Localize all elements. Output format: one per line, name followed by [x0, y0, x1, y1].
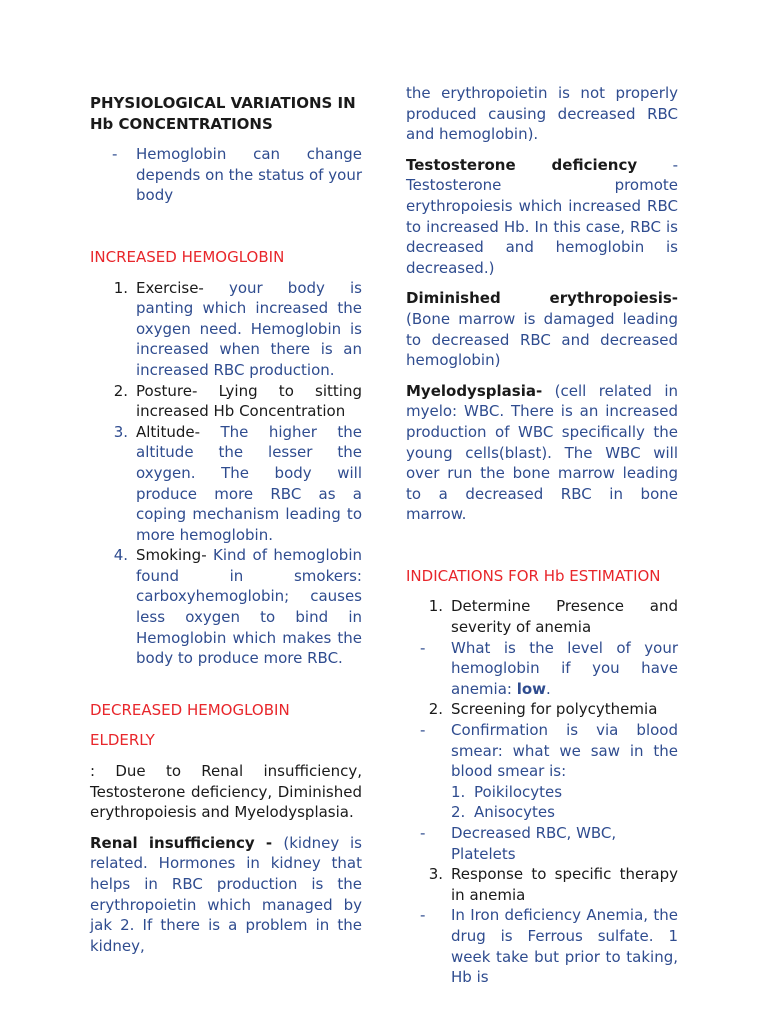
list-number: 1. [451, 782, 466, 801]
intro-text: Hemoglobin can change depends on the status of your body [136, 145, 362, 205]
diminished-erythropoiesis-paragraph [406, 288, 678, 370]
decrease-causes: : Due to Renal insufficiency, Testosterone deficiency, Diminished erythropoiesis and Myelodysplasia. [90, 762, 362, 822]
list-number: 3. [428, 865, 443, 884]
nested-list-item [406, 782, 678, 803]
punctuation: . [546, 679, 551, 698]
nested-list-item [406, 802, 678, 823]
subitem-text: In Iron deficiency Anemia, the drug is Ferrous sulfate. 1 week take but prior to taking, Hb is [451, 906, 678, 987]
list-text: Poikilocytes [474, 782, 563, 801]
list-item [406, 864, 678, 905]
myelodysplasia-paragraph [406, 381, 678, 525]
emphasis: low [516, 679, 547, 698]
description: Kind of hemoglobin found in smokers: carboxyhemoglobin; causes less oxygen to bind in Hemoglobin which makes the body to produce more RBC. [136, 546, 362, 668]
list-item [406, 596, 678, 637]
list-item [406, 699, 678, 720]
list-number: 1. [113, 278, 128, 297]
list-item [90, 422, 362, 546]
description: (kidney is related. Hormones in kidney that helps in RBC production is the erythropoietin which managed by jak 2. If there is a problem in the kidney, [90, 833, 362, 955]
list-text: Anisocytes [474, 803, 555, 822]
list-number: 1. [428, 597, 443, 616]
list-subitem [406, 905, 678, 987]
term: Smoking- [136, 546, 207, 565]
subitem-text: Decreased RBC, WBC, Platelets [451, 824, 617, 863]
list-number: 3. [113, 422, 128, 441]
elderly-subtitle: ELDERLY [90, 731, 155, 750]
indications-title: INDICATIONS FOR Hb ESTIMATION [406, 566, 661, 585]
description: - Testosterone promote erythropoiesis which increased RBC to increased Hb. In this case, RBC is decreased and hemoglobin is decreased.) [406, 155, 679, 277]
list-text: Response to specific therapy in anemia [451, 865, 678, 904]
decreased-hemoglobin-title: DECREASED HEMOGLOBIN [90, 700, 290, 719]
intro-list-item [90, 144, 362, 206]
testosterone-paragraph [406, 155, 678, 279]
increased-hemoglobin-title: INCREASED HEMOGLOBIN [90, 247, 285, 266]
list-number: 2. [428, 700, 443, 719]
list-text: Screening for polycythemia [451, 700, 658, 719]
list-item [90, 545, 362, 669]
list-number: 2. [113, 381, 128, 400]
list-number: 4. [113, 546, 128, 565]
description: (Bone marrow is damaged leading to decreased RBC and decreased hemoglobin) [406, 309, 678, 370]
description: The higher the altitude the lesser the oxygen. The body will produce more RBC as a coping mechanism leading to more hemoglobin. [136, 422, 362, 544]
dash-marker: - [420, 906, 426, 925]
list-item [90, 278, 362, 381]
dash-marker: - [420, 638, 426, 657]
description: Lying to sitting increased Hb Concentration [136, 381, 362, 421]
list-number: 2. [451, 803, 466, 822]
term: Altitude- [136, 422, 201, 441]
renal-insufficiency-paragraph [90, 833, 362, 957]
indications-list [406, 596, 678, 987]
renal-continuation: the erythropoietin is not properly produced causing decreased RBC and hemoglobin). [406, 84, 678, 144]
term: Posture- [136, 381, 198, 400]
subitem-text: What is the level of your hemoglobin if you have anemia: [451, 638, 678, 698]
term: Renal insufficiency - [90, 833, 284, 852]
term: Exercise- [136, 278, 204, 297]
term: Testosterone deficiency [406, 155, 638, 174]
increased-list [90, 278, 362, 669]
list-subitem [406, 638, 678, 700]
left-column [90, 93, 362, 956]
list-subitem [406, 720, 678, 782]
dash-marker: - [112, 145, 118, 164]
list-item [90, 381, 362, 422]
section-heading: PHYSIOLOGICAL VARIATIONS IN Hb CONCENTRATIONS [90, 94, 356, 133]
description: (cell related in myelo: WBC. There is an increased production of WBC specifically the young cells(blast). The WBC will over run the bone marrow leading to a decreased RBC in bone marrow. [406, 381, 678, 524]
term: Diminished erythropoiesis- [406, 289, 678, 308]
list-subitem [406, 823, 678, 864]
description: your body is panting which increased the oxygen need. Hemoglobin is increased when there is an increased RBC production. [136, 278, 362, 379]
subitem-text: Confirmation is via blood smear: what we saw in the blood smear is: [451, 721, 678, 781]
term: Myelodysplasia- [406, 381, 543, 400]
dash-marker: - [420, 721, 426, 740]
dash-marker: - [420, 824, 426, 842]
right-column [406, 84, 679, 988]
list-text: Determine Presence and severity of anemia [451, 597, 678, 637]
